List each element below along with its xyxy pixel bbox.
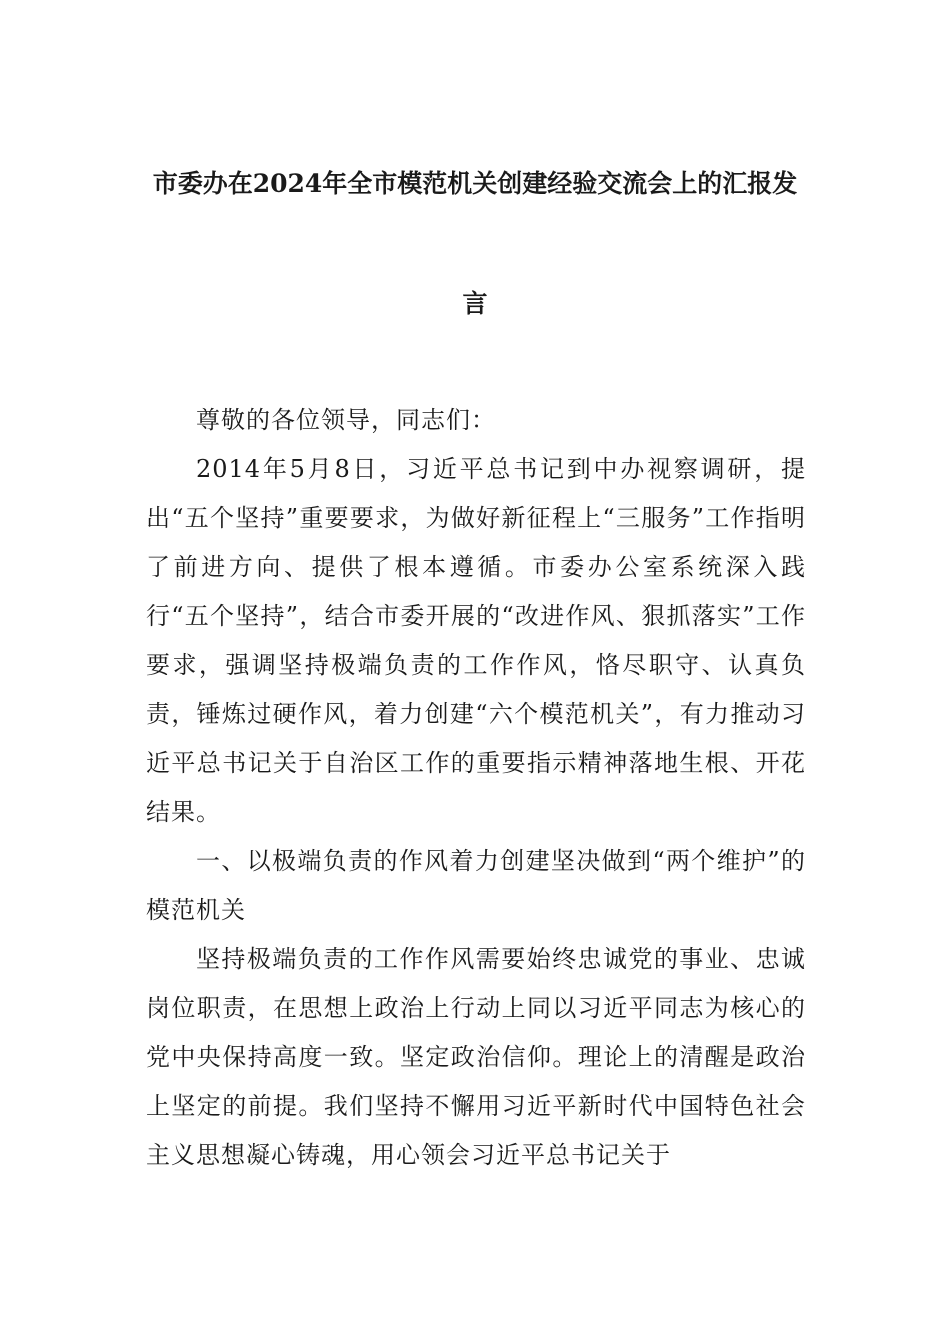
document-title-line-2: 言 <box>462 289 488 318</box>
section-1-paragraph: 坚持极端负责的工作作风需要始终忠诚党的事业、忠诚岗位职责，在思想上政治上行动上同以习近平同志为核心的党中央保持高度一致。坚定政治信仰。理论上的清醒是政治上坚定的前提。我们坚持不懈用习近平新时代中国特色社会主义思想凝心铸魂，用心领会习近平总书记关于 <box>146 945 806 1169</box>
document-body <box>146 396 806 1180</box>
document-title-line-1: 市委办在2024年全市模范机关创建经验交流会上的汇报发 <box>152 169 798 198</box>
intro-paragraph: 2014年5月8日，习近平总书记到中办视察调研，提出“五个坚持”重要要求，为做好新征程上“三服务”工作指明了前进方向、提供了根本遵循。市委办公室系统深入践行“五个坚持”，结合市委开展的“改进作风、狠抓落实”工作要求，强调坚持极端负责的工作作风，恪尽职守、认真负责，锤炼过硬作风，着力创建“六个模范机关”，有力推动习近平总书记关于自治区工作的重要指示精神落地生根、开花结果。 <box>146 455 806 826</box>
salutation-paragraph: 尊敬的各位领导，同志们： <box>196 406 496 434</box>
section-heading-1: 一、以极端负责的作风着力创建坚决做到“两个维护”的模范机关 <box>146 847 806 924</box>
